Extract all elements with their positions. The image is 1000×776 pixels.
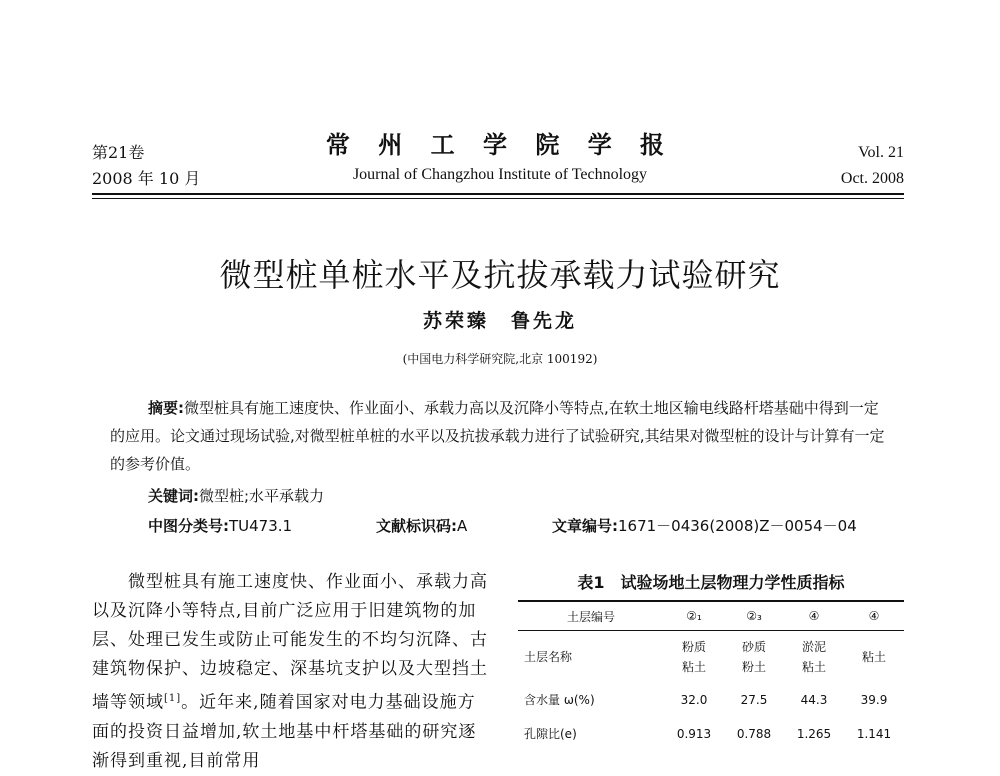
- soil-properties-table: [518, 600, 904, 751]
- table-cell: 粉质 粘土: [681, 639, 706, 674]
- journal-name-en: Journal of Changzhou Institute of Technology: [352, 166, 648, 183]
- table-cell: 27.5: [740, 692, 768, 707]
- date-en: Oct. 2008: [840, 170, 904, 187]
- header-rule-thin: [92, 198, 904, 199]
- volume-en: Vol. 21: [858, 144, 904, 161]
- date-cn: 2008 年 10 月: [92, 169, 201, 188]
- clc-label: 中图分类号:: [148, 517, 229, 535]
- header-cell: ④: [784, 601, 844, 631]
- abstract-text: 微型桩具有施工速度快、作业面小、承载力高以及沉降小等特点,在软土地区输电线路杆塔基础中得到一定的应用。论文通过现场试验,对微型桩单桩的水平以及抗拔承载力进行了试验研究,其结果对微型桩的设计与计算有一定的参考价值。: [110, 399, 885, 473]
- table-row: [518, 683, 904, 717]
- table-cell: 0.788: [736, 726, 772, 741]
- table-cell: 32.0: [680, 692, 708, 707]
- table-header-row: [518, 601, 904, 631]
- doc-code-value: A: [457, 517, 468, 535]
- body-text-cont: 。近年来,随着国家对电力基础设施方面的投资日益增加,软土地基中杆塔基础的研究逐渐得到重视,目前常用: [92, 692, 477, 771]
- header-rule-thick: [92, 193, 904, 195]
- row-label: 土层名称: [524, 650, 573, 665]
- table-cell: 0.913: [676, 726, 712, 741]
- table-row: [518, 717, 904, 751]
- header-center: [300, 128, 700, 188]
- keywords-label: 关键词:: [148, 487, 199, 505]
- article-authors: 苏荣臻 鲁先龙: [422, 310, 577, 332]
- doc-code-label: 文献标识码:: [376, 517, 457, 535]
- abstract-label: 摘要:: [148, 399, 184, 417]
- header-cell: ②₃: [724, 601, 784, 631]
- header-right: [841, 140, 904, 192]
- clc-value: TU473.1: [229, 517, 293, 535]
- volume-cn: 第21卷: [92, 143, 145, 162]
- table-cell: 44.3: [800, 692, 828, 707]
- article-no-label: 文章编号:: [552, 517, 618, 535]
- table-cell: 粘土: [861, 649, 886, 664]
- clc-number: [148, 515, 292, 536]
- table-cell: 39.9: [860, 692, 888, 707]
- keywords: [148, 485, 324, 506]
- article-title: 微型桩单桩水平及抗拔承载力试验研究: [219, 256, 781, 294]
- header-cell: ②₁: [664, 601, 724, 631]
- citation: [1]: [164, 693, 182, 704]
- header-cell: ④: [844, 601, 904, 631]
- article-no-value: 1671－0436(2008)Z－0054－04: [618, 517, 857, 535]
- table-row: [518, 631, 904, 683]
- table-cell: 1.141: [856, 726, 892, 741]
- header-left: [92, 140, 200, 192]
- journal-name-cn: 常 州 工 学 院 学 报: [325, 130, 675, 159]
- article-affiliation: (中国电力科学研究院,北京 100192): [402, 352, 598, 366]
- table-cell: 1.265: [796, 726, 832, 741]
- body-paragraph: [92, 568, 492, 776]
- article-number: [552, 515, 857, 536]
- body-text: 微型桩具有施工速度快、作业面小、承载力高以及沉降小等特点,目前广泛应用于旧建筑物的加层、处理已发生或防止可能发生的不均匀沉降、古建筑物保护、边坡稳定、深基坑支护以及大型挡土墙等领域: [92, 572, 488, 713]
- keywords-text: 微型桩;水平承载力: [199, 487, 325, 505]
- header-cell: 土层编号: [518, 601, 664, 631]
- table-cell: 砂质 粉土: [741, 639, 766, 674]
- document-code: [376, 515, 467, 536]
- table-caption: 表1 试验场地土层物理力学性质指标: [577, 573, 845, 592]
- row-label: 含水量 ω(%): [524, 693, 595, 707]
- table-cell: 淤泥 粘土: [801, 639, 826, 674]
- row-label: 孔隙比(e): [524, 727, 577, 741]
- abstract: [110, 394, 886, 478]
